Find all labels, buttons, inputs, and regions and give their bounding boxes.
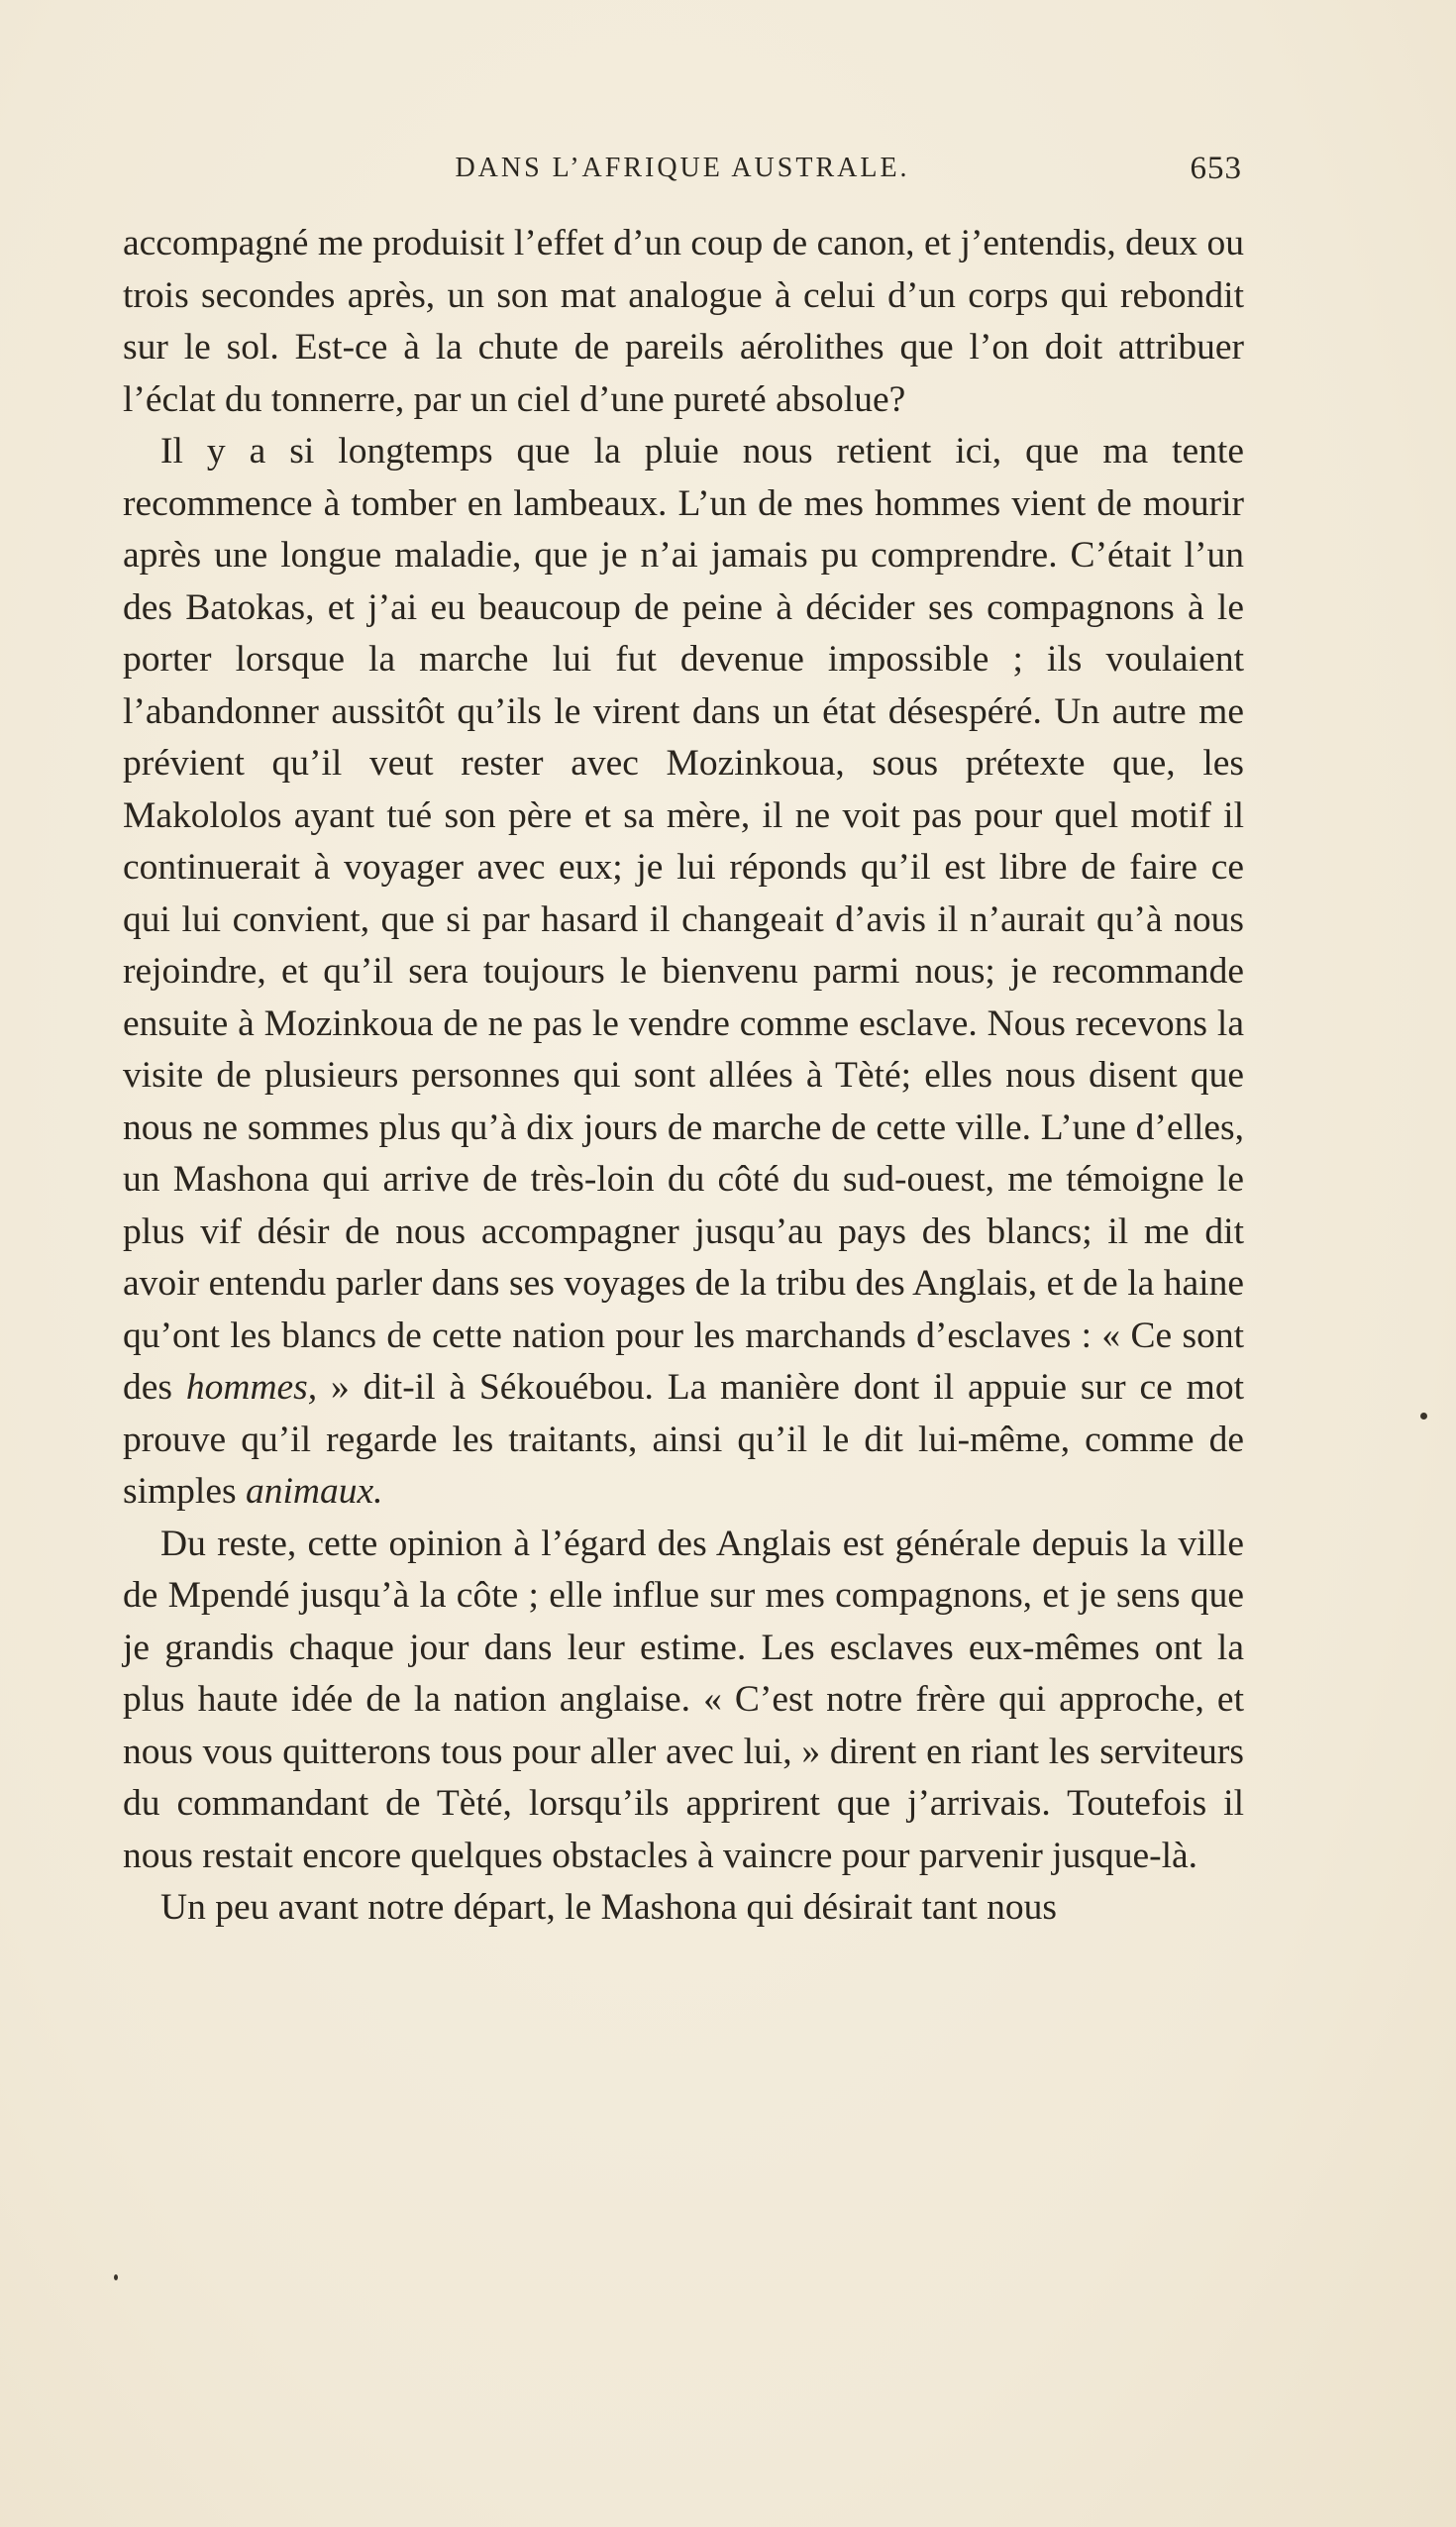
ink-speck xyxy=(114,2274,118,2280)
page-number: 653 xyxy=(1190,151,1242,186)
ink-speck xyxy=(1420,1413,1427,1420)
paragraph-2 xyxy=(123,426,1244,1519)
paragraph-3 xyxy=(123,1519,1244,1883)
paragraph-1-text: accompagné me produisit l’effet d’un coup de canon, et j’entendis, deux ou trois secondes après, un son mat analogue à celui d’un corps qui rebondit sur le sol. Est-ce à la chute de pareils aérolithes que l’on doit attribuer l’éclat du tonnerre, par un ciel d’une pureté absolue? xyxy=(123,223,1244,420)
running-title: DANS L’AFRIQUE AUSTRALE. xyxy=(455,153,910,183)
paragraph-4-text: Un peu avant notre départ, le Mashona qui désirait tant nous xyxy=(160,1887,1057,1928)
paragraph-2-text-a: Il y a si longtemps que la pluie nous retient ici, que ma tente recommence à tomber en lambeaux. L’un de mes hommes vient de mourir après une longue maladie, que je n’ai jamais pu comprendre. C’était l’un des Batokas, et j’ai eu beaucoup de peine à décider ses compagnons à le porter lorsque la marche lui fut devenue impossible ; ils voulaient l’abandonner aussitôt qu’ils le virent dans un état désespéré. Un autre me prévient qu’il veut rester avec Mozinkoua, sous prétexte que, les Makololos ayant tué son père et sa mère, il ne voit pas pour quel motif il continuerait à voyager avec eux; je lui réponds qu’il est libre de faire ce qui lui convient, que si par hasard il changeait d’avis il n’aurait qu’à nous rejoindre, et qu’il sera toujours le bienvenu parmi nous; je recommande ensuite à Mozinkoua de ne pas le vendre comme esclave. Nous recevons la visite de plusieurs personnes qui sont allées à Tèté; elles nous disent que nous ne sommes plus qu’à dix jours de marche de cette ville. L’une d’elles, un Mashona qui arrive de très-loin du côté du sud-ouest, me témoigne le plus vif désir de nous accompagner jusqu’au pays des blancs; il me dit avoir entendu parler dans ses voyages de la tribu des Anglais, et de la haine qu’ont les blancs de cette nation pour les marchands d’esclaves : « Ce sont des xyxy=(123,431,1244,1408)
paragraph-1 xyxy=(123,218,1244,426)
paragraph-4 xyxy=(123,1882,1244,1935)
body-text xyxy=(123,218,1244,1935)
paragraph-2-text-b: » dit-il à Sékouébou. La manière dont il appuie sur ce mot prouve qu’il regarde les traitants, ainsi qu’il le dit lui-même, comme de simples xyxy=(123,1367,1244,1512)
italic-word-animaux: animaux. xyxy=(245,1471,383,1512)
paragraph-3-text: Du reste, cette opinion à l’égard des Anglais est générale depuis la ville de Mpendé jusqu’à la côte ; elle influe sur mes compagnons, et je sens que je grandis chaque jour dans leur estime. Les esclaves eux-mêmes ont la plus haute idée de la nation anglaise. « C’est notre frère qui approche, et nous vous quitterons tous pour aller avec lui, » dirent en riant les serviteurs du commandant de Tèté, lorsqu’ils apprirent que j’arrivais. Toutefois il nous restait encore quelques obstacles à vaincre pour parvenir jusque-là. xyxy=(123,1523,1244,1876)
running-head xyxy=(123,149,1242,188)
italic-word-hommes: hommes, xyxy=(185,1367,318,1408)
